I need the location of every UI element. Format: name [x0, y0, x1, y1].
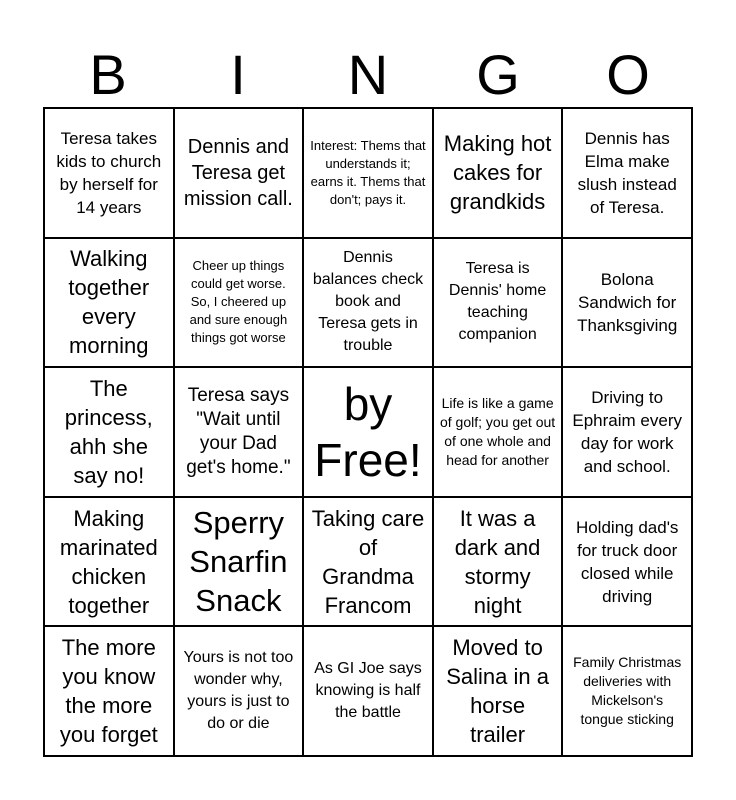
cell-text: Moved to Salina in a horse trailer	[446, 635, 549, 748]
bingo-cell[interactable]	[174, 626, 304, 756]
bingo-cell[interactable]	[174, 497, 304, 627]
cell-text: As GI Joe says knowing is half the battle	[314, 660, 422, 722]
cell-text: Dennis has Elma make slush instead of Teresa.	[577, 128, 677, 217]
cell-text: Yours is not too wonder why, yours is just to do or die	[183, 649, 294, 733]
cell-text: Making hot cakes for grandkids	[443, 131, 552, 215]
cell-text: Cheer up things could get worse. So, I cheered up and sure enough things got worse	[189, 258, 288, 346]
bingo-cell[interactable]	[44, 108, 174, 238]
header-letter-i: I	[230, 43, 246, 106]
cell-text: Dennis and Teresa get mission call.	[183, 135, 293, 210]
cell-text: Sperry Snarfin Snack	[189, 505, 288, 619]
bingo-cell[interactable]	[562, 626, 692, 756]
cell-text: Driving to Ephraim every day for work and school.	[572, 387, 682, 476]
cell-text: Dennis balances check book and Teresa gets in trouble	[312, 249, 424, 355]
cell-text: Teresa takes kids to church by herself for 14 years	[56, 128, 162, 217]
cell-text: Taking care of Grandma Francom	[311, 505, 425, 618]
bingo-cell[interactable]	[562, 367, 692, 497]
free-space-text: by Free!	[314, 377, 422, 486]
bingo-cell[interactable]	[562, 497, 692, 627]
bingo-cell[interactable]	[303, 497, 433, 627]
cell-text: The more you know the more you forget	[59, 635, 158, 748]
cell-text: Life is like a game of golf; you get out of one whole and head for another	[439, 394, 556, 468]
cell-text: Teresa is Dennis' home teaching companion	[448, 260, 547, 344]
bingo-cell[interactable]	[174, 238, 304, 368]
bingo-cell[interactable]	[44, 238, 174, 368]
header-letter-g: G	[476, 43, 520, 106]
bingo-cell[interactable]	[433, 108, 563, 238]
cell-text: Walking together every morning	[68, 246, 150, 359]
cell-text: Teresa says "Wait until your Dad get's home."	[186, 384, 291, 478]
cell-text: The princess, ahh she say no!	[64, 375, 153, 488]
bingo-grid	[43, 107, 693, 757]
bingo-cell[interactable]	[562, 238, 692, 368]
free-space-cell[interactable]	[303, 367, 433, 497]
cell-text: Holding dad's for truck door closed while driving	[575, 517, 679, 606]
bingo-header	[43, 44, 693, 106]
header-letter-b: B	[89, 43, 127, 106]
header-letter-o: O	[606, 43, 650, 106]
bingo-cell[interactable]	[44, 497, 174, 627]
cell-text: Making marinated chicken together	[59, 505, 158, 618]
cell-text: Bolona Sandwich for Thanksgiving	[577, 269, 678, 335]
bingo-cell[interactable]	[174, 108, 304, 238]
cell-text: Family Christmas deliveries with Mickelson's tongue sticking	[573, 654, 682, 728]
bingo-cell[interactable]	[303, 238, 433, 368]
bingo-cell[interactable]	[44, 367, 174, 497]
bingo-cell[interactable]	[433, 367, 563, 497]
bingo-cell[interactable]	[303, 626, 433, 756]
bingo-cell[interactable]	[433, 497, 563, 627]
bingo-cell[interactable]	[303, 108, 433, 238]
bingo-cell[interactable]	[433, 626, 563, 756]
bingo-cell[interactable]	[433, 238, 563, 368]
bingo-cell[interactable]	[174, 367, 304, 497]
cell-text: Interest: Thems that understands it; earns it. Thems that don't; pays it.	[310, 137, 426, 207]
header-letter-n: N	[347, 43, 389, 106]
bingo-cell[interactable]	[562, 108, 692, 238]
bingo-cell[interactable]	[44, 626, 174, 756]
cell-text: It was a dark and stormy night	[454, 505, 541, 618]
